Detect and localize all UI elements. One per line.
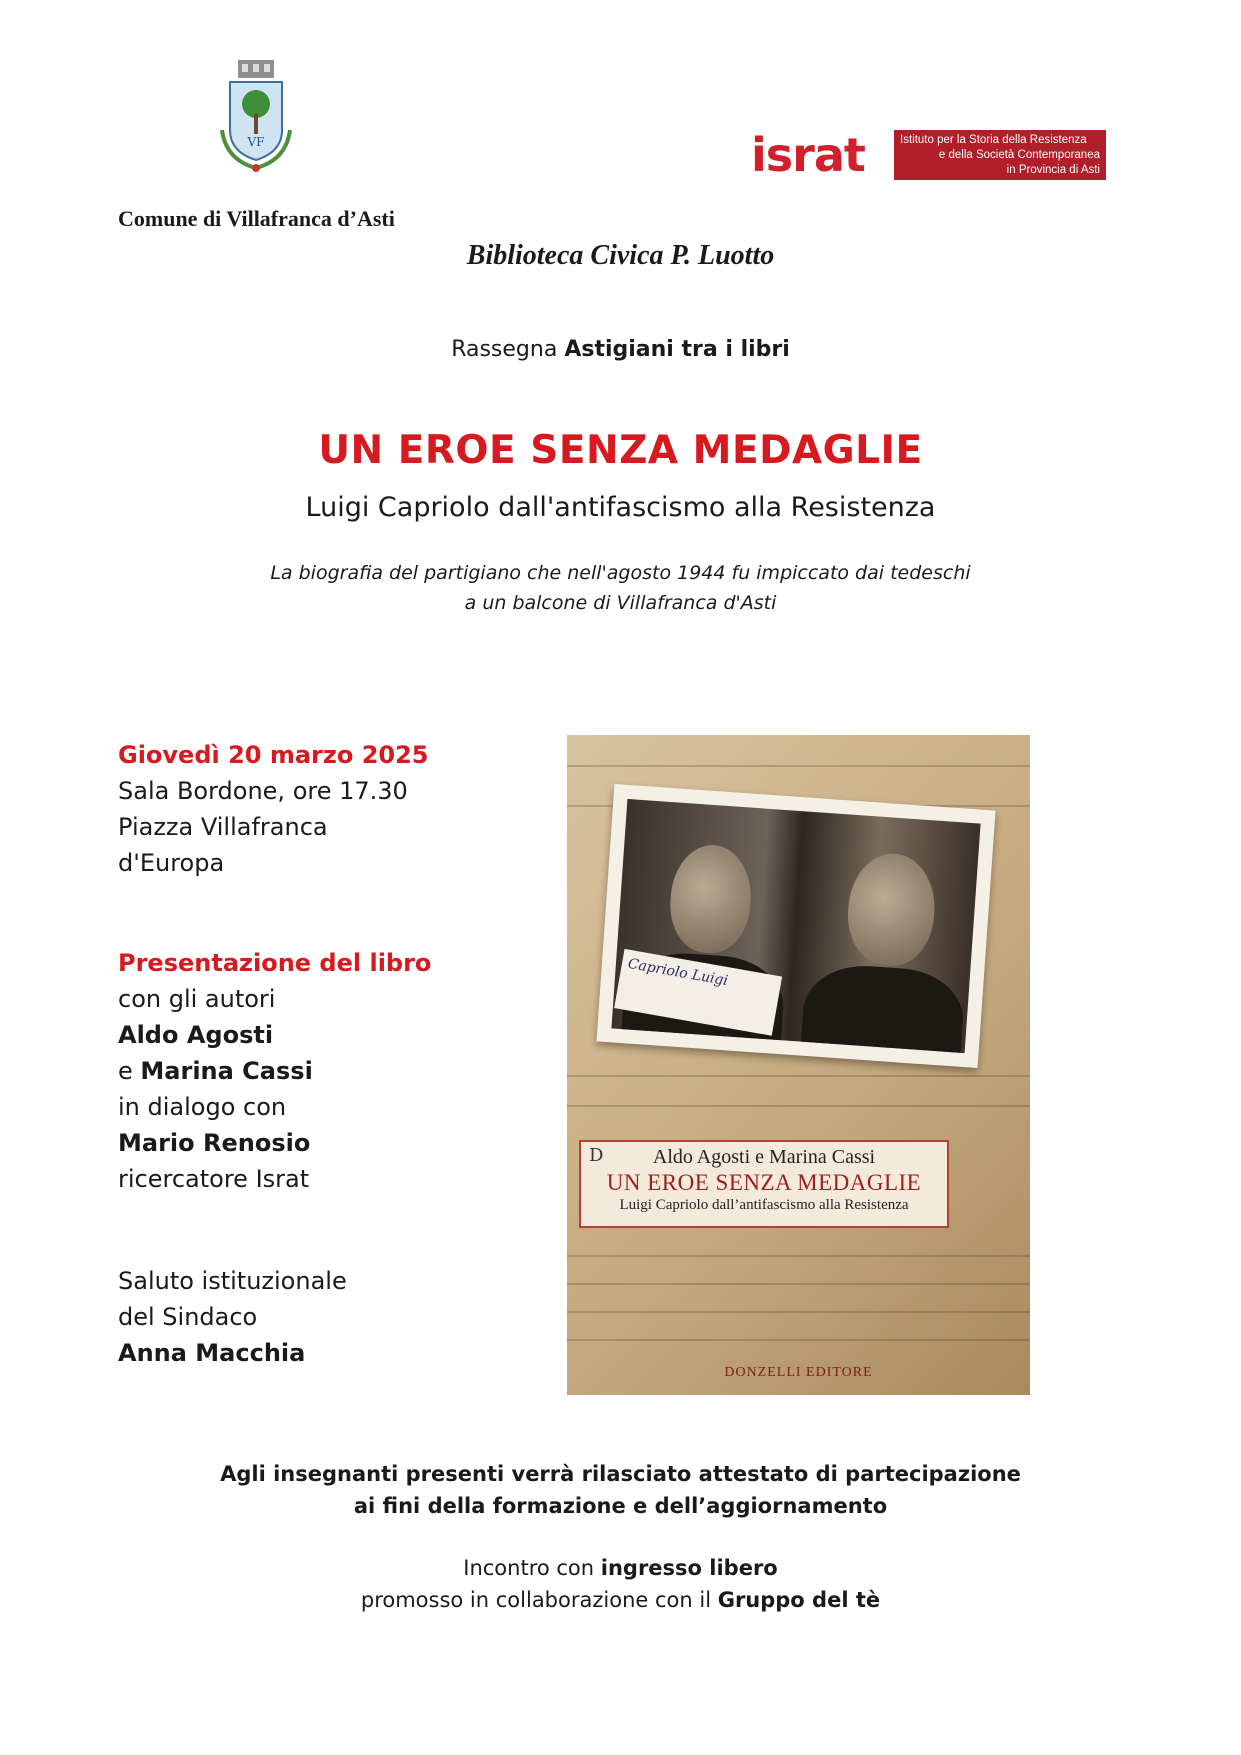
event-title: UN EROE SENZA MEDAGLIE	[318, 428, 923, 473]
library-name: Biblioteca Civica P. Luotto	[466, 240, 775, 271]
cover-title: UN EROE SENZA MEDAGLIE	[606, 1170, 922, 1195]
cover-subtitle: Luigi Capriolo dall’antifascismo alla Resistenza	[619, 1197, 909, 1213]
footer-info: Incontro con ingresso libero promosso in collaborazione con il Gruppo del tè	[360, 1556, 881, 1612]
author-name: Aldo Agosti	[118, 1021, 274, 1049]
event-when	[118, 737, 429, 881]
moderator-name: Mario Renosio	[118, 1129, 311, 1157]
comune-name: Comune di Villafranca d’Asti	[118, 206, 395, 231]
mugshot-photo	[596, 784, 995, 1068]
series-line: Rassegna Astigiani tra i libri	[451, 337, 790, 362]
comune-crest-logo	[216, 60, 296, 176]
israt-logo	[751, 130, 1106, 182]
cover-publisher: DONZELLI EDITORE	[724, 1365, 873, 1380]
event-subtitle: Luigi Capriolo dall'antifascismo alla Resistenza	[305, 492, 936, 523]
teachers-note: Agli insegnanti presenti verrà rilasciato attestato di partecipazione ai fini della formazione e dell’aggiornamento	[220, 1462, 1021, 1518]
series-name: Astigiani tra i libri	[564, 337, 790, 362]
publisher-logo-icon: D	[589, 1145, 604, 1166]
crest-letters: VF	[247, 135, 265, 149]
presentation-block: Presentazione del libro con gli autori Aldo Agosti e Marina Cassi in dialogo con Mario Renosio ricercatore Israt	[118, 945, 431, 1197]
israt-wordmark: israt	[751, 128, 865, 182]
cover-title-box	[579, 1140, 949, 1228]
event-date: Giovedì 20 marzo 2025	[118, 741, 429, 769]
event-description: La biografia del partigiano che nell'agosto 1944 fu impiccato dai tedeschi a un balcone di Villafranca d'Asti	[270, 562, 971, 614]
mugshot-label: Capriolo Luigi	[614, 949, 782, 1036]
israt-caption: Istituto per la Storia della Resistenza e della Società Contemporanea in Provincia di Asti	[894, 130, 1106, 180]
cover-authors: Aldo Agosti e Marina Cassi	[652, 1146, 876, 1168]
event-place-line: Sala Bordone, ore 17.30	[118, 777, 408, 805]
presentation-heading: Presentazione del libro	[118, 949, 432, 977]
author-name: Marina Cassi	[140, 1057, 313, 1085]
greeting-block: Saluto istituzionale del Sindaco Anna Macchia	[118, 1267, 347, 1367]
moderator-role: ricercatore Israt	[118, 1165, 310, 1193]
event-place-line: d'Europa	[118, 849, 225, 877]
event-place-line: Piazza Villafranca	[118, 813, 328, 841]
mayor-name: Anna Macchia	[118, 1339, 306, 1367]
book-cover-image	[567, 735, 1030, 1395]
